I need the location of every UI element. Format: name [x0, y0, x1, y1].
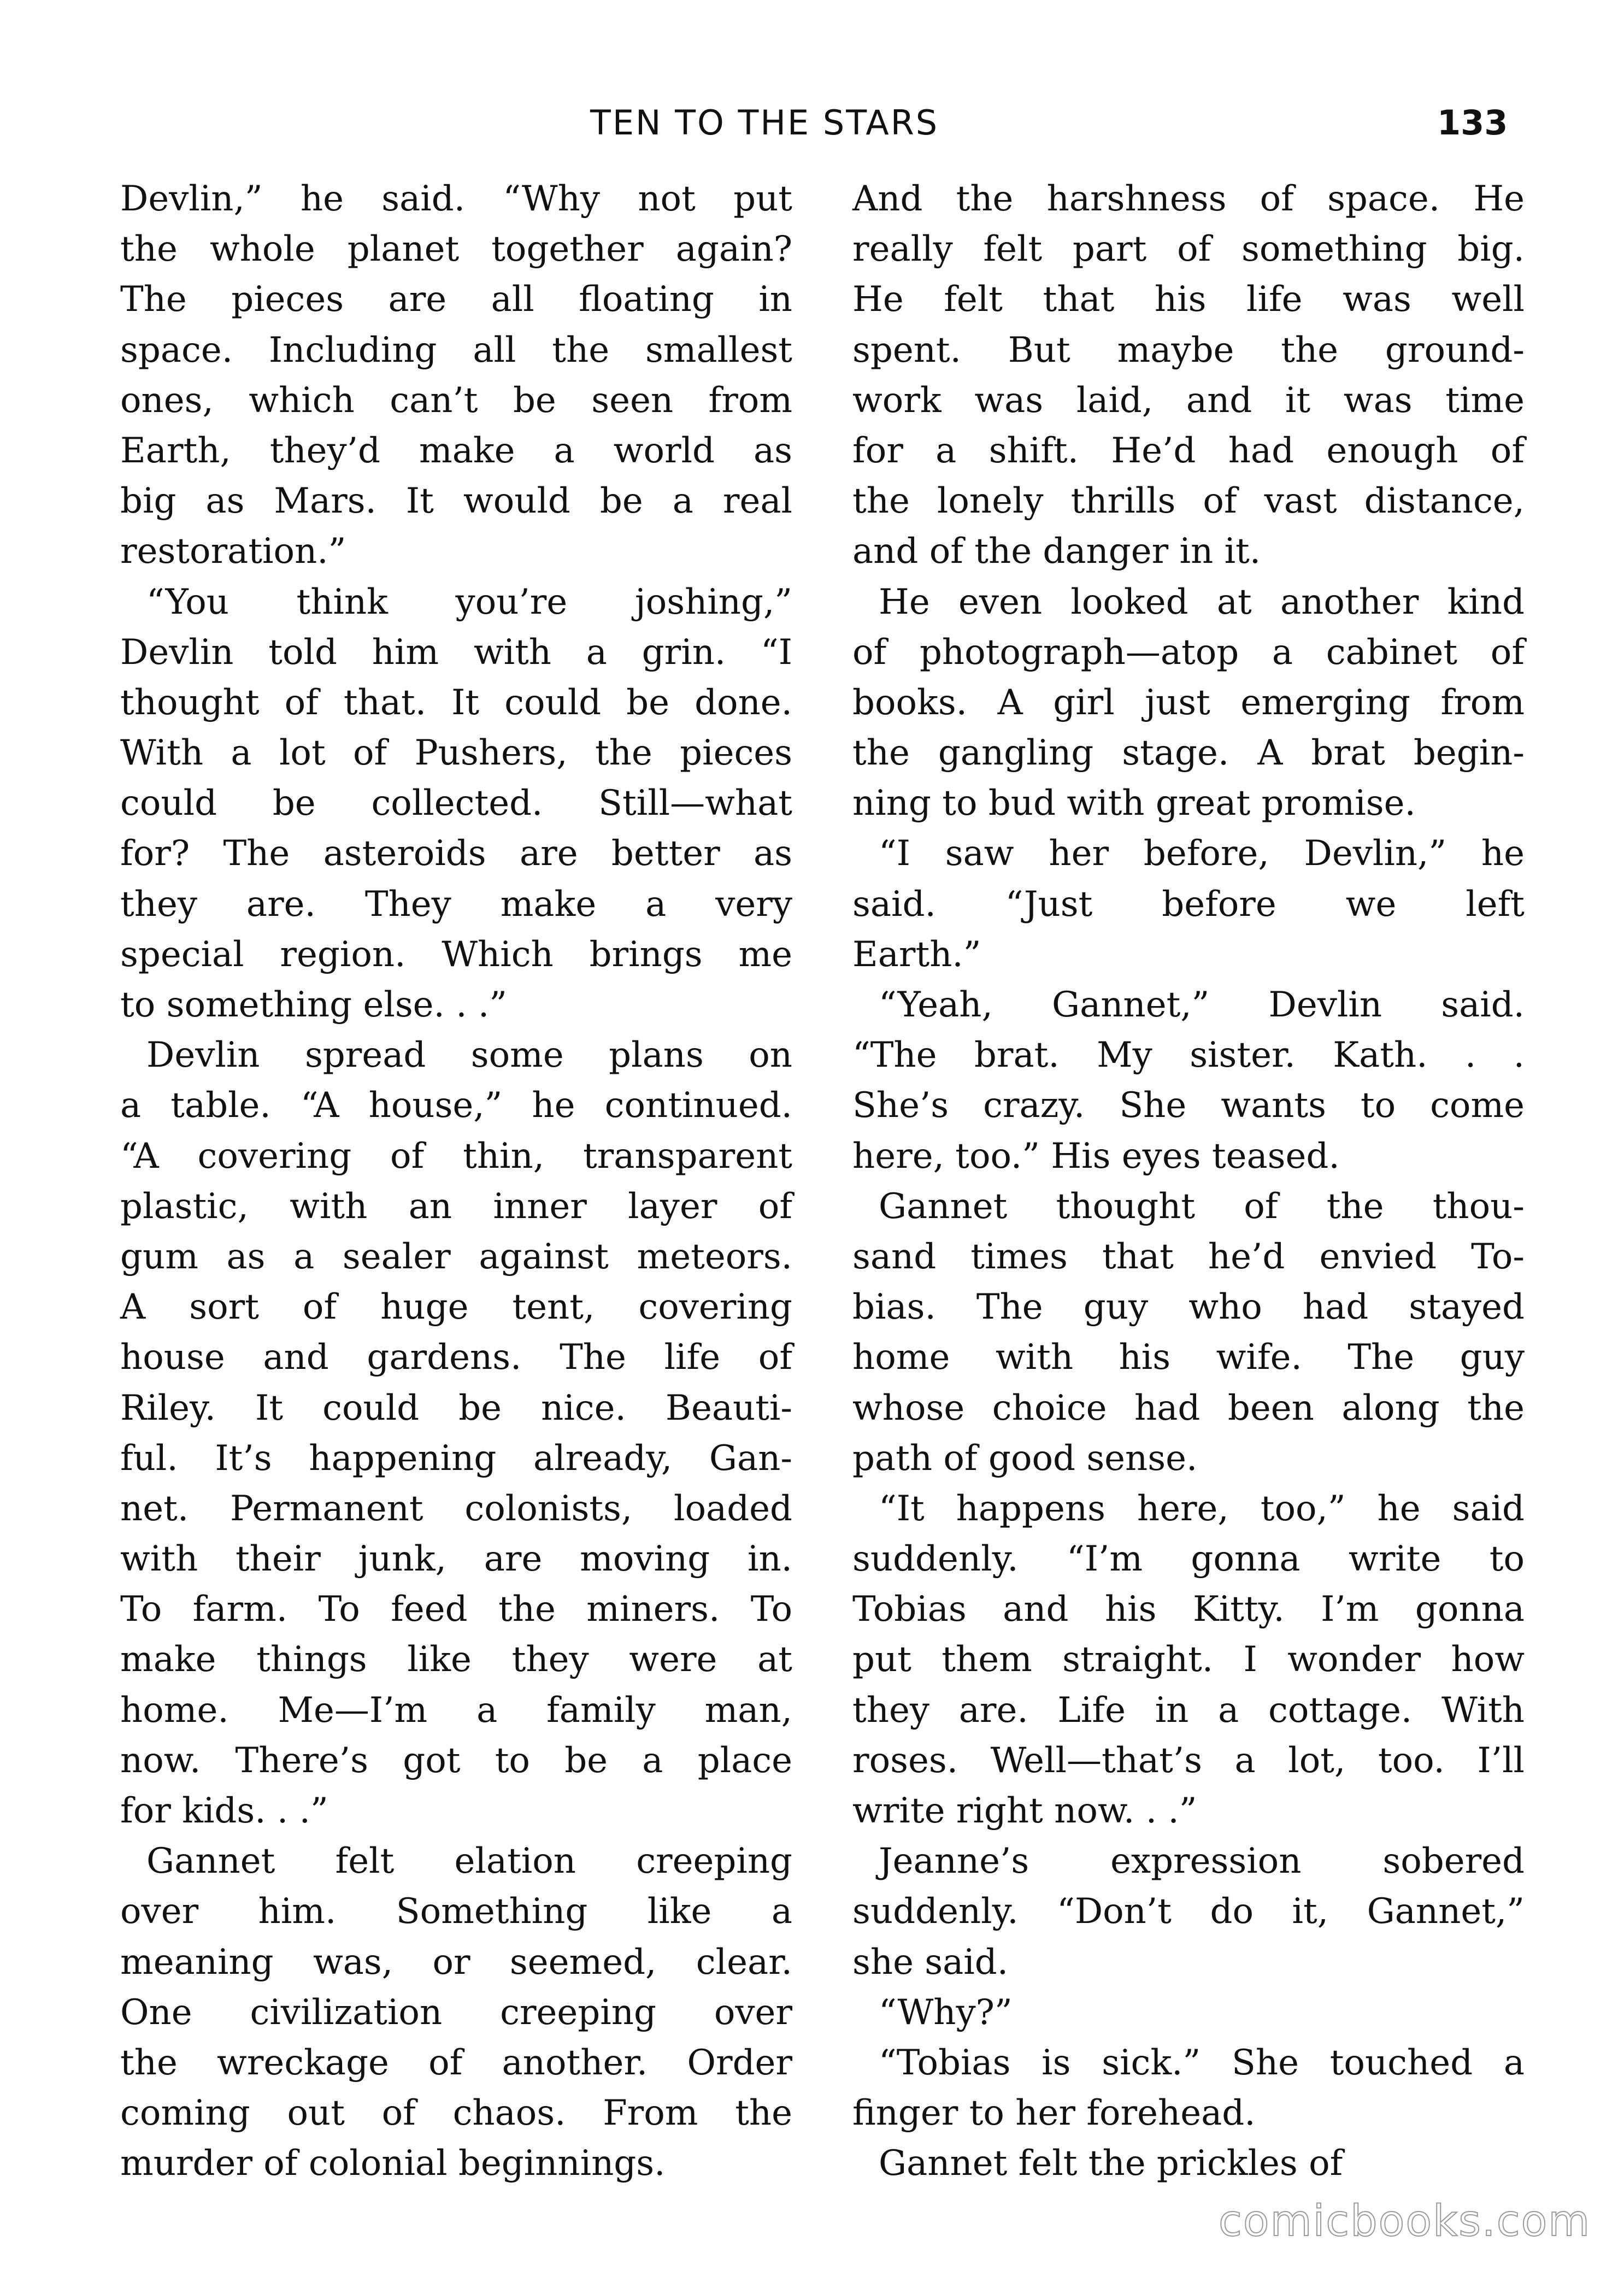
text-line: special region. Which brings me: [120, 934, 792, 975]
text-line: sand times that he’d envied To-: [852, 1236, 1525, 1277]
text-line: she said.: [852, 1942, 1009, 1983]
text-line: With a lot of Pushers, the pieces: [120, 733, 792, 774]
text-line: ones, which can’t be seen from: [120, 380, 792, 421]
text-line: for kids. . .”: [120, 1791, 328, 1831]
text-line: ful. It’s happening already, Gan-: [120, 1438, 792, 1479]
text-line: big as Mars. It would be a real: [120, 481, 792, 522]
text-line: roses. Well—that’s a lot, too. I’ll: [852, 1740, 1525, 1781]
text-line: they are. They make a very: [120, 884, 792, 925]
text-line: they are. Life in a cottage. With: [852, 1690, 1525, 1731]
text-line: home. Me—I’m a family man,: [120, 1690, 792, 1731]
paragraph: [852, 1484, 1525, 1836]
text-line: space. Including all the smallest: [120, 330, 792, 370]
text-line: books. A girl just emerging from: [852, 682, 1525, 723]
text-line: whose choice had been along the: [852, 1387, 1525, 1428]
text-line: of photograph—atop a cabinet of: [852, 632, 1525, 673]
text-line: “Tobias is sick.” She touched a: [879, 2042, 1525, 2083]
text-line: house and gardens. The life of: [120, 1337, 792, 1378]
text-line: suddenly. “Don’t do it, Gannet,”: [852, 1891, 1525, 1932]
text-line: restoration.”: [120, 531, 346, 572]
running-header-title: TEN TO THE STARS: [590, 103, 939, 143]
text-line: home with his wife. The guy: [852, 1337, 1525, 1378]
paragraph: [120, 174, 792, 577]
text-line: thought of that. It could be done.: [120, 682, 792, 723]
text-line: over him. Something like a: [120, 1891, 792, 1932]
text-line: plastic, with an inner layer of: [120, 1186, 792, 1227]
left-text-column: [120, 174, 792, 2189]
paragraph: [852, 1836, 1525, 1987]
text-line: One civilization creeping over: [120, 1992, 792, 2033]
text-line: the lonely thrills of vast distance,: [852, 481, 1525, 522]
paragraph: [852, 174, 1525, 577]
text-line: the wreckage of another. Order: [120, 2042, 792, 2083]
text-line: coming out of chaos. From the: [120, 2093, 792, 2134]
text-line: for a shift. He’d had enough of: [852, 430, 1525, 471]
paragraph: [852, 577, 1525, 829]
text-line: net. Permanent colonists, loaded: [120, 1488, 792, 1529]
paragraph: [120, 577, 792, 1031]
text-line: really felt part of something big.: [852, 229, 1525, 270]
text-line: for? The asteroids are better as: [120, 833, 792, 874]
text-line: murder of colonial beginnings.: [120, 2143, 666, 2184]
text-line: “Why?”: [879, 1992, 1013, 2033]
text-line: could be collected. Still—what: [120, 783, 792, 824]
text-line: “I saw her before, Devlin,” he: [879, 833, 1525, 874]
text-line: path of good sense.: [852, 1438, 1198, 1479]
text-line: spent. But maybe the ground-: [852, 330, 1525, 370]
paragraph: [852, 2138, 1525, 2189]
text-line: He even looked at another kind: [879, 581, 1525, 622]
text-line: Riley. It could be nice. Beauti-: [120, 1387, 792, 1428]
text-line: with their junk, are moving in.: [120, 1539, 792, 1580]
text-line: meaning was, or seemed, clear.: [120, 1942, 792, 1983]
paragraph: [852, 980, 1525, 1181]
text-line: “A covering of thin, transparent: [120, 1136, 792, 1177]
paragraph: [852, 828, 1525, 980]
text-line: Gannet felt elation creeping: [146, 1841, 792, 1882]
right-text-column: [852, 174, 1525, 2189]
text-line: and of the danger in it.: [852, 531, 1261, 572]
text-line: Devlin spread some plans on: [146, 1035, 792, 1076]
text-line: To farm. To feed the miners. To: [120, 1589, 792, 1630]
text-line: A sort of huge tent, covering: [120, 1287, 792, 1328]
text-line: “The brat. My sister. Kath. . .: [852, 1035, 1525, 1076]
text-line: Jeanne’s expression sobered: [879, 1841, 1525, 1882]
text-line: now. There’s got to be a place: [120, 1740, 792, 1781]
text-line: And the harshness of space. He: [852, 179, 1525, 219]
text-line: Tobias and his Kitty. I’m gonna: [852, 1589, 1525, 1630]
text-line: gum as a sealer against meteors.: [120, 1236, 792, 1277]
text-line: a table. “A house,” he continued.: [120, 1085, 792, 1126]
paragraph: [852, 1987, 1525, 2038]
text-line: finger to her forehead.: [852, 2093, 1256, 2134]
paragraph: [852, 1181, 1525, 1484]
text-line: Devlin,” he said. “Why not put: [120, 179, 792, 219]
text-line: Devlin told him with a grin. “I: [120, 632, 792, 673]
watermark: comicbooks.com: [1219, 2197, 1591, 2246]
text-line: bias. The guy who had stayed: [852, 1287, 1525, 1328]
text-line: to something else. . .”: [120, 985, 507, 1025]
paragraph: [120, 1030, 792, 1836]
text-line: Gannet thought of the thou-: [879, 1186, 1525, 1227]
text-line: here, too.” His eyes teased.: [852, 1136, 1340, 1177]
page-number: 133: [1437, 103, 1508, 143]
text-line: Earth, they’d make a world as: [120, 430, 792, 471]
text-line: suddenly. “I’m gonna write to: [852, 1539, 1525, 1580]
text-line: He felt that his life was well: [852, 279, 1525, 320]
text-line: work was laid, and it was time: [852, 380, 1525, 421]
text-line: make things like they were at: [120, 1639, 792, 1680]
text-line: “Yeah, Gannet,” Devlin said.: [879, 985, 1525, 1025]
text-line: write right now. . .”: [852, 1791, 1197, 1831]
text-line: said. “Just before we left: [852, 884, 1525, 925]
text-line: “You think you’re joshing,”: [146, 581, 792, 622]
text-line: “It happens here, too,” he said: [879, 1488, 1525, 1529]
text-line: ning to bud with great promise.: [852, 783, 1416, 824]
paragraph: [120, 1836, 792, 2189]
text-line: Gannet felt the prickles of: [879, 2143, 1343, 2184]
text-line: put them straight. I wonder how: [852, 1639, 1525, 1680]
text-line: Earth.”: [852, 934, 981, 975]
text-line: She’s crazy. She wants to come: [852, 1085, 1525, 1126]
text-line: The pieces are all floating in: [120, 279, 792, 320]
text-line: the whole planet together again?: [120, 229, 792, 270]
paragraph: [852, 2038, 1525, 2138]
text-line: the gangling stage. A brat begin-: [852, 733, 1525, 774]
